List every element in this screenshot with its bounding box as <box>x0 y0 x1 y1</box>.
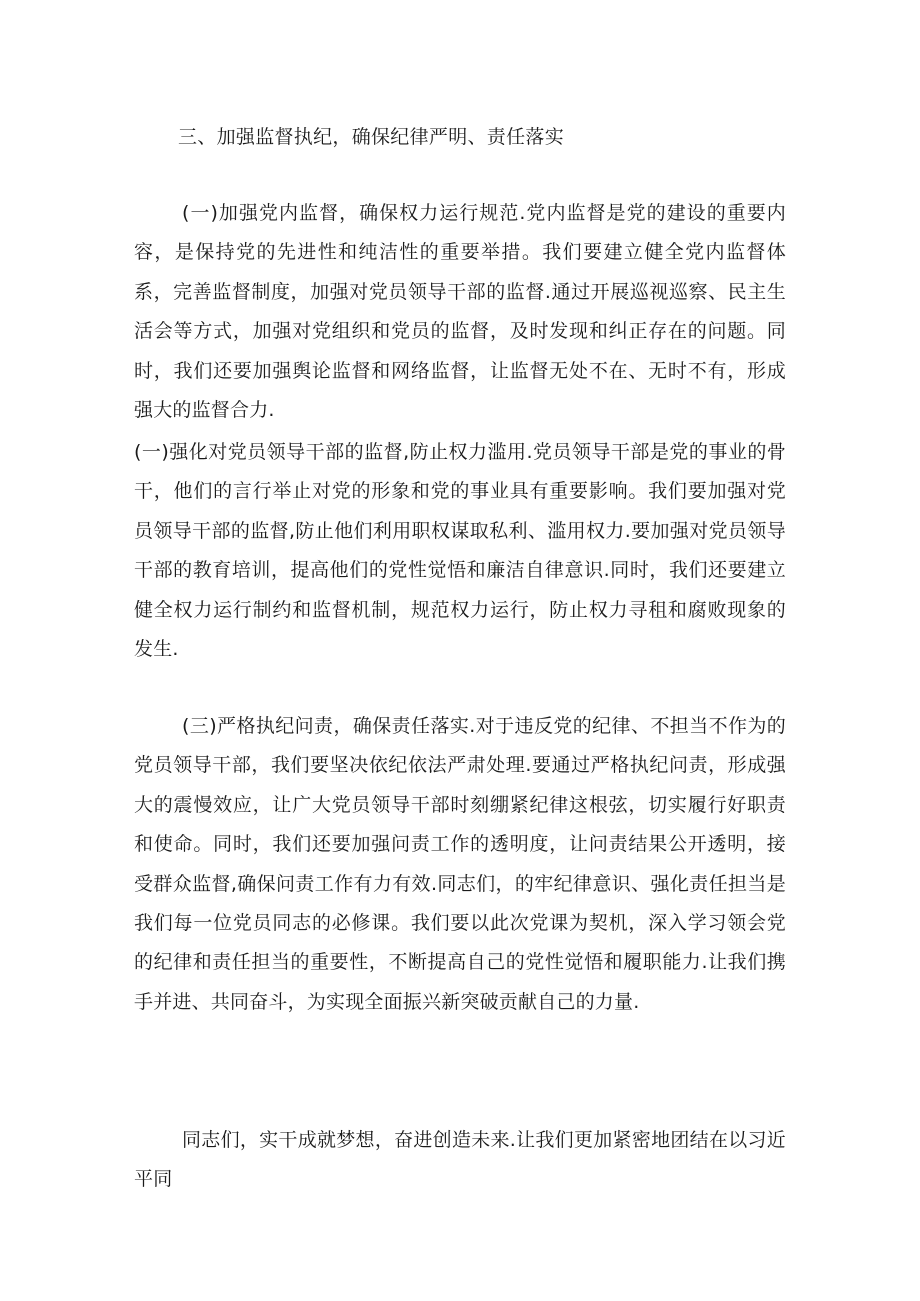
section-heading: 三、加强监督执纪，确保纪律严明、责任落实 <box>178 126 565 148</box>
paragraph-leader-supervision: (一)强化对党员领导干部的监督,防止权力滥用.党员领导干部是党的事业的骨干，他们的言行举止对党的形象和党的事业具有重要影响。我们要加强对党员领导干部的监督,防止他们利用职权谋取私利、滥用权力.要加强对党员领导干部的教育培训，提高他们的党性觉悟和廉洁自律意识.同时，我们还要建立健全权力运行制约和监督机制，规范权力运行，防止权力寻租和腐败现象的发生. <box>134 441 786 661</box>
paragraph-party-internal-supervision: (一)加强党内监督，确保权力运行规范.党内监督是党的建设的重要内容，是保持党的先进性和纯洁性的重要举措。我们要建立健全党内监督体系，完善监督制度，加强对党员领导干部的监督.通过开展巡视巡察、民主生活会等方式，加强对党组织和党员的监督，及时发现和纠正存在的问题。同时，我们还要加强舆论监督和网络监督，让监督无处不在、无时不有，形成强大的监督合力. <box>134 202 786 422</box>
paragraph-closing: 同志们，实干成就梦想，奋进创造未来.让我们更加紧密地团结在以习近平同 <box>134 1129 786 1191</box>
paragraph-discipline-accountability: (三)严格执纪问责，确保责任落实.对于违反党的纪律、不担当不作为的党员领导干部，我们要坚决依纪依法严肃处理.要通过严格执纪问责，形成强大的震慢效应，让广大党员领导干部时刻绷紧纪律这根弦，切实履行好职责和使命。同时，我们还要加强问责工作的透明度，让问责结果公开透明，接受群众监督,确保问责工作有力有效.同志们，的牢纪律意识、强化责任担当是我们每一位党员同志的必修课。我们要以此次党课为契机，深入学习领会党的纪律和责任担当的重要性，不断提高自己的党性觉悟和履职能力.让我们携手并进、共同奋斗，为实现全面振兴新突破贡献自己的力量. <box>134 715 786 1013</box>
